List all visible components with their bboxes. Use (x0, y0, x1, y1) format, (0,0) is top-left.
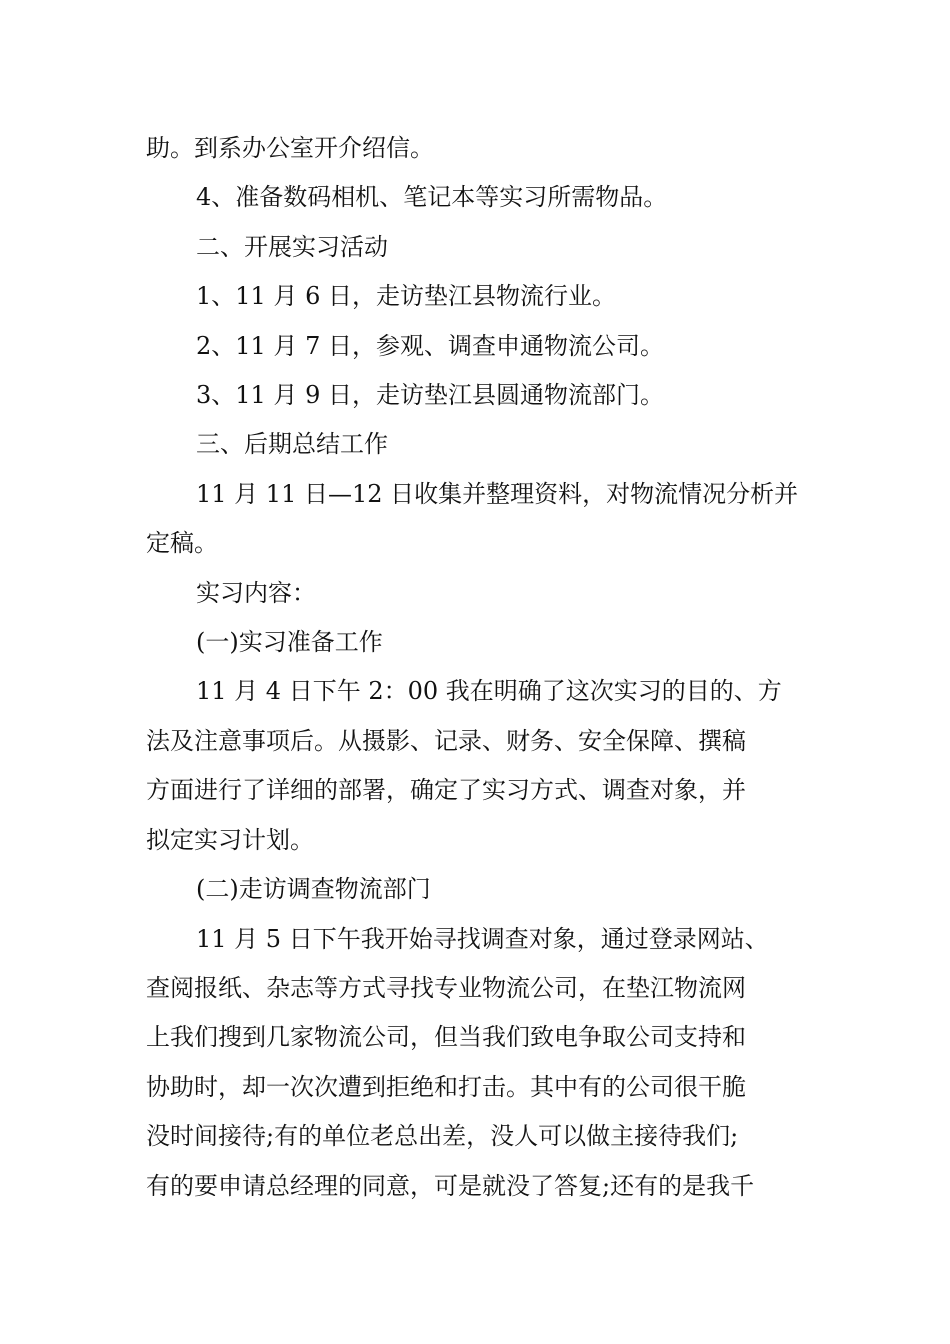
text-line: 11 月 4 日下午 2：00 我在明确了这次实习的目的、方 (196, 677, 782, 706)
text-line: 11 月 5 日下午我开始寻找调查对象，通过登录网站、 (196, 924, 769, 953)
text-line: 法及注意事项后。从摄影、记录、财务、安全保障、撰稿 (146, 726, 746, 755)
list-item: 1、11 月 6 日，走访垫江县物流行业。 (196, 282, 616, 311)
text-line: 11 月 11 日—12 日收集并整理资料，对物流情况分析并 (196, 479, 799, 508)
document-body (146, 124, 810, 1211)
text-line: 方面进行了详细的部署，确定了实习方式、调查对象，并 (146, 776, 746, 805)
text-line: 助。到系办公室开介绍信。 (146, 134, 434, 162)
text-line: 有的要申请总经理的同意，可是就没了答复;还有的是我千 (146, 1171, 755, 1200)
text-line: 查阅报纸、杂志等方式寻找专业物流公司，在垫江物流网 (146, 973, 746, 1002)
section-heading: 二、开展实习活动 (196, 232, 388, 261)
text-line: 拟定实习计划。 (146, 825, 314, 854)
subsection-heading: (一)实习准备工作 (196, 628, 383, 657)
text-line: 协助时，却一次次遭到拒绝和打击。其中有的公司很干脆 (146, 1072, 746, 1101)
list-item: 2、11 月 7 日，参观、调查申通物流公司。 (196, 331, 664, 360)
section-heading: 三、后期总结工作 (196, 430, 388, 459)
text-line: 定稿。 (146, 529, 218, 558)
subsection-heading: (二)走访调查物流部门 (196, 875, 431, 904)
list-item: 3、11 月 9 日，走访垫江县圆通物流部门。 (196, 381, 664, 410)
text-line: 上我们搜到几家物流公司，但当我们致电争取公司支持和 (146, 1023, 746, 1052)
section-heading: 实习内容： (196, 578, 316, 607)
text-line: 4、准备数码相机、笔记本等实习所需物品。 (196, 183, 668, 212)
text-line: 没时间接待;有的单位老总出差，没人可以做主接待我们; (146, 1122, 739, 1151)
